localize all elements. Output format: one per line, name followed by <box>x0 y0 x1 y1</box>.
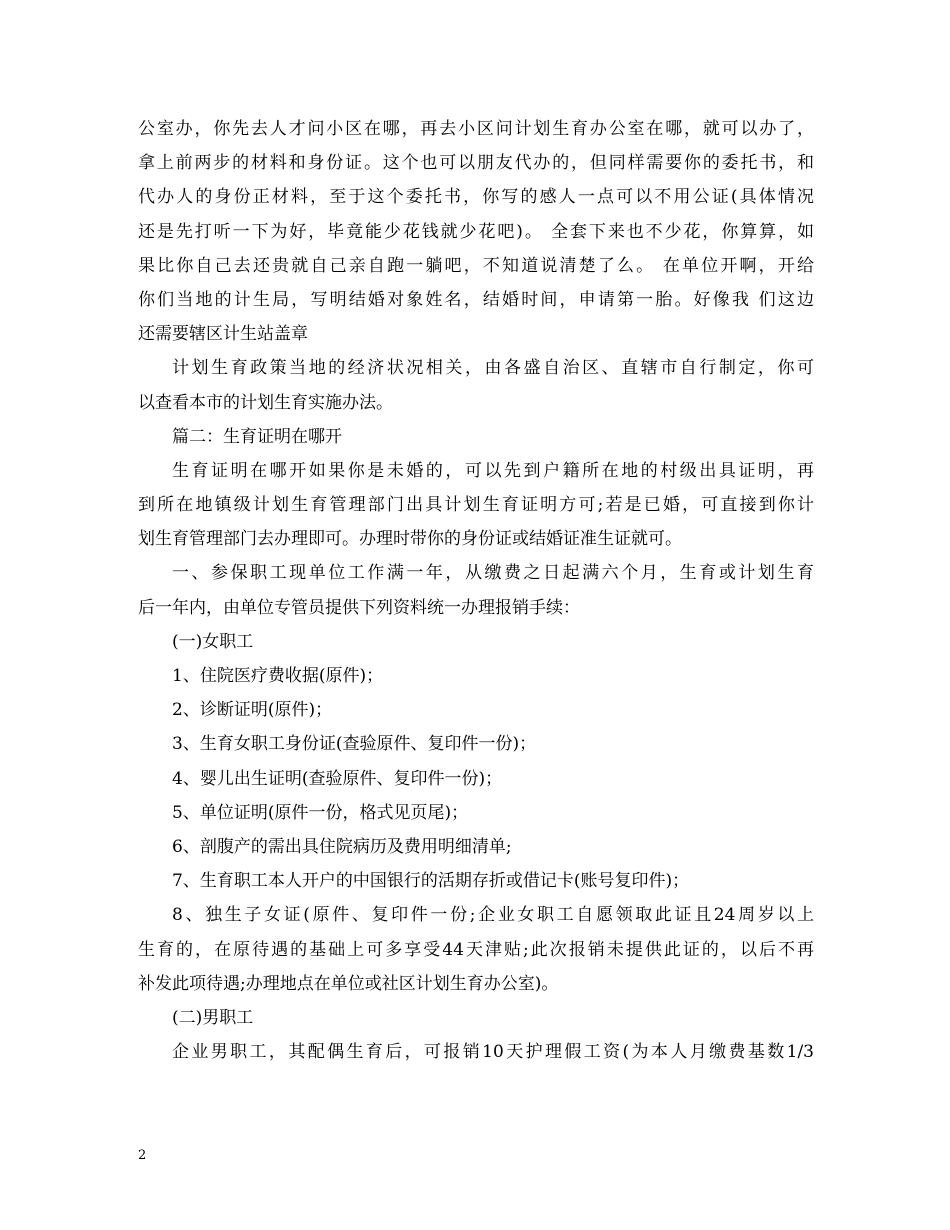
text-line: 以查看本市的计划生育实施办法。 <box>138 392 393 413</box>
list-item: 3、生育女职工身份证(查验原件、复印件一份)； <box>172 734 537 755</box>
text-line: 还需要辖区计生站盖章 <box>138 324 308 345</box>
list-item: 5、单位证明(原件一份，格式见页尾)； <box>172 802 469 823</box>
text-line: 你们当地的计生局，写明结婚对象姓名，结婚时间，申请第一胎。好像我 们这边 <box>138 289 814 310</box>
text-line: 还是先打听一下为好，毕竟能少花钱就少花吧)。 全套下来也不少花，你算算，如 <box>138 221 814 242</box>
text-line: 补发此项待遇;办理地点在单位或社区计划生育办公室)。 <box>138 973 559 994</box>
text-line: 到所在地镇级计划生育管理部门出具计划生育证明方可;若是已婚，可直接到你计 <box>138 495 814 516</box>
document-body <box>138 112 814 1069</box>
text-line: 企业男职工，其配偶生育后，可报销10天护理假工资(为本人月缴费基数1/3 <box>172 1042 814 1063</box>
text-line: 一、参保职工现单位工作满一年，从缴费之日起满六个月，生育或计划生育 <box>172 563 814 584</box>
subsection-heading: (一)女职工 <box>172 631 254 652</box>
subsection-heading: (二)男职工 <box>172 1007 254 1028</box>
list-item: 8、独生子女证(原件、复印件一份;企业女职工自愿领取此证且24周岁以上 <box>172 905 814 926</box>
text-line: 后一年内，由单位专管员提供下列资料统一办理报销手续： <box>138 597 580 618</box>
list-item: 4、婴儿出生证明(查验原件、复印件一份)； <box>172 768 503 789</box>
section-heading: 篇二：生育证明在哪开 <box>172 426 342 447</box>
text-line: 果比你自己去还贵就自己亲自跑一躺吧，不知道说清楚了么。 在单位开啊，开给 <box>138 255 814 276</box>
list-item: 2、诊断证明(原件)； <box>172 700 333 721</box>
text-line: 代办人的身份正材料，至于这个委托书，你写的感人一点可以不用公证(具体情况 <box>138 187 814 208</box>
text-line: 拿上前两步的材料和身份证。这个也可以朋友代办的，但同样需要你的委托书，和 <box>138 153 814 174</box>
page-number: 2 <box>138 1148 147 1163</box>
text-line: 生育证明在哪开如果你是未婚的，可以先到户籍所在地的村级出具证明，再 <box>172 460 814 481</box>
list-item: 6、剖腹产的需出具住院病历及费用明细清单; <box>172 836 512 857</box>
text-line: 公室办，你先去人才问小区在哪，再去小区问计划生育办公室在哪，就可以办了， <box>138 119 814 139</box>
text-line: 计划生育政策当地的经济状况相关，由各盛自治区、直辖市自行制定，你可 <box>172 358 814 379</box>
text-line: 生育的，在原待遇的基础上可多享受44天津贴;此次报销未提供此证的，以后不再 <box>138 939 814 960</box>
text-line: 划生育管理部门去办理即可。办理时带你的身份证或结婚证准生证就可。 <box>138 529 682 550</box>
list-item: 1、住院医疗费收据(原件)； <box>172 666 384 686</box>
list-item: 7、生育职工本人开户的中国银行的活期存折或借记卡(账号复印件)； <box>172 871 690 892</box>
